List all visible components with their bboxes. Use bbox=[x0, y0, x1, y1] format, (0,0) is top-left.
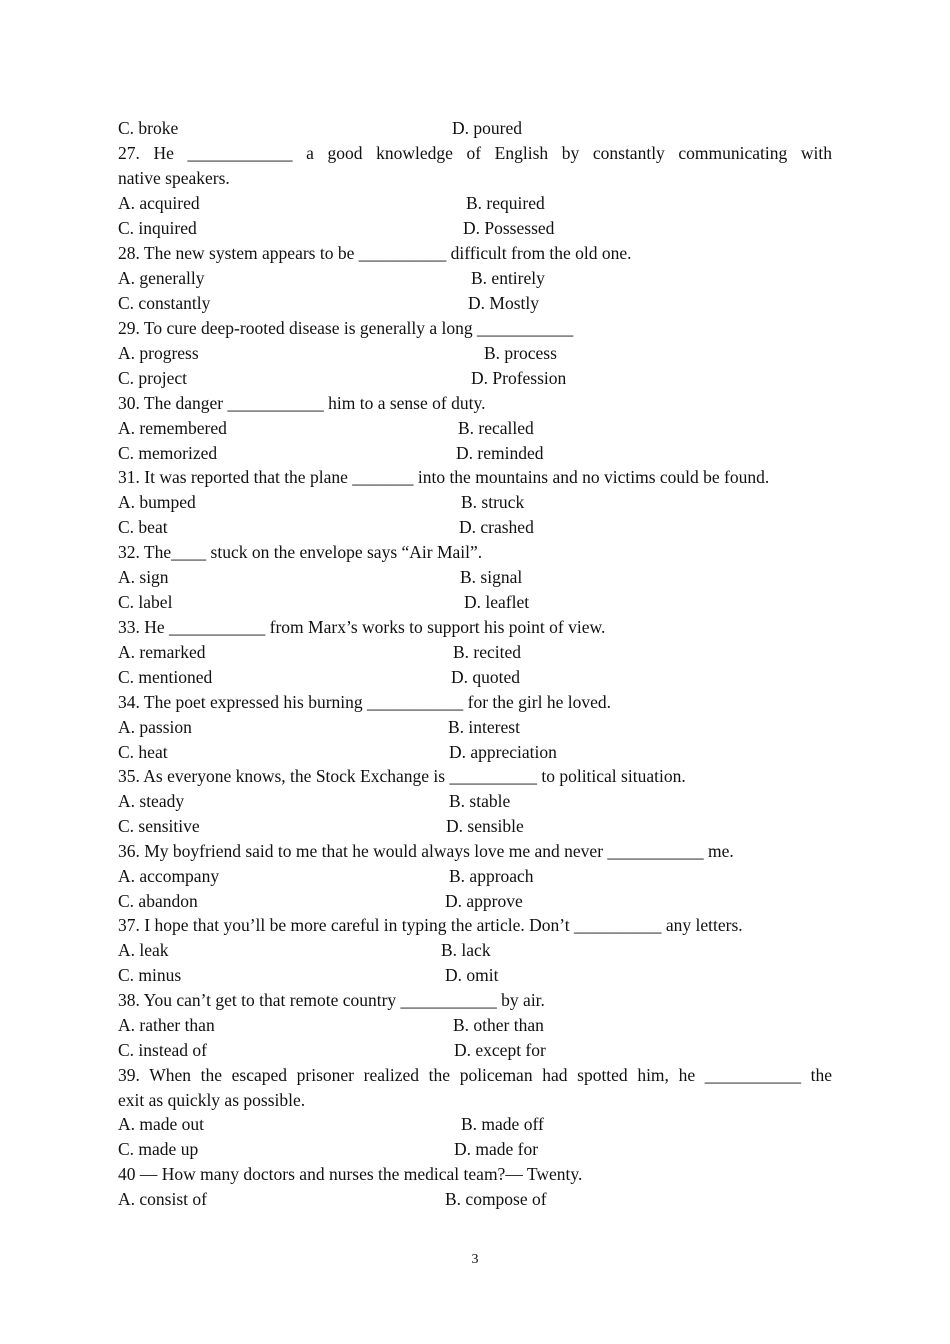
option-row bbox=[118, 216, 832, 241]
option-d: D. appreciation bbox=[449, 742, 557, 762]
question-40-stem: 40 — How many doctors and nurses the medical team?— Twenty. bbox=[118, 1164, 583, 1184]
option-b: B. stable bbox=[449, 791, 511, 811]
option-a: A. consist of bbox=[118, 1189, 207, 1209]
option-c: C. beat bbox=[118, 517, 168, 537]
question-29-stem: 29. To cure deep-rooted disease is generally a long ___________ bbox=[118, 318, 574, 338]
option-d: D. reminded bbox=[456, 443, 544, 463]
option-row bbox=[118, 191, 832, 216]
option-c: C. memorized bbox=[118, 443, 218, 463]
question-37-stem: 37. I hope that you’ll be more careful in typing the article. Don’t __________ any letters. bbox=[118, 915, 743, 935]
option-d: D. approve bbox=[445, 891, 523, 911]
question-27-stem: 27. He ____________ a good knowledge of English by constantly communicating with bbox=[118, 143, 832, 163]
option-b: B. interest bbox=[448, 717, 520, 737]
option-d: D. except for bbox=[454, 1040, 546, 1060]
option-c: C. broke bbox=[118, 118, 179, 138]
question-38-stem: 38. You can’t get to that remote country ___________ by air. bbox=[118, 990, 545, 1010]
option-d: D. made for bbox=[454, 1139, 539, 1159]
option-a: A. progress bbox=[118, 343, 199, 363]
option-row bbox=[118, 291, 832, 316]
option-a: A. made out bbox=[118, 1114, 205, 1134]
question-27-stem-cont: native speakers. bbox=[118, 168, 230, 188]
option-d: D. sensible bbox=[446, 816, 524, 836]
option-b: B. struck bbox=[461, 492, 525, 512]
option-a: A. generally bbox=[118, 268, 205, 288]
option-row bbox=[118, 814, 832, 839]
option-row bbox=[118, 963, 832, 988]
option-row bbox=[118, 416, 832, 441]
option-row bbox=[118, 490, 832, 515]
option-c: C. heat bbox=[118, 742, 168, 762]
option-b: B. process bbox=[484, 343, 557, 363]
option-b: B. signal bbox=[460, 567, 523, 587]
question-33-stem: 33. He ___________ from Marx’s works to support his point of view. bbox=[118, 617, 606, 637]
option-row bbox=[118, 938, 832, 963]
option-row bbox=[118, 266, 832, 291]
question-35-stem: 35. As everyone knows, the Stock Exchange is __________ to political situation. bbox=[118, 766, 686, 786]
option-row bbox=[118, 565, 832, 590]
option-b: B. lack bbox=[441, 940, 491, 960]
question-28-stem: 28. The new system appears to be __________ difficult from the old one. bbox=[118, 243, 632, 263]
option-row bbox=[118, 1137, 832, 1162]
option-a: A. remembered bbox=[118, 418, 227, 438]
option-c: C. minus bbox=[118, 965, 182, 985]
option-b: B. recalled bbox=[458, 418, 534, 438]
option-b: B. required bbox=[466, 193, 545, 213]
option-row bbox=[118, 789, 832, 814]
option-a: A. accompany bbox=[118, 866, 220, 886]
option-a: A. acquired bbox=[118, 193, 200, 213]
option-c: C. instead of bbox=[118, 1040, 207, 1060]
question-32-stem: 32. The____ stuck on the envelope says “Air Mail”. bbox=[118, 542, 483, 562]
option-row bbox=[118, 889, 832, 914]
option-row bbox=[118, 715, 832, 740]
option-row bbox=[118, 366, 832, 391]
option-d: D. Mostly bbox=[468, 293, 539, 313]
question-39-stem-cont: exit as quickly as possible. bbox=[118, 1090, 306, 1110]
option-a: A. bumped bbox=[118, 492, 196, 512]
option-d: D. poured bbox=[452, 118, 522, 138]
question-30-stem: 30. The danger ___________ him to a sense of duty. bbox=[118, 393, 486, 413]
option-d: D. Possessed bbox=[463, 218, 555, 238]
option-a: A. remarked bbox=[118, 642, 206, 662]
page-number: 3 bbox=[471, 1252, 479, 1267]
question-39-stem: 39. When the escaped prisoner realized the policeman had spotted him, he ___________ the bbox=[118, 1065, 832, 1085]
option-row bbox=[118, 864, 832, 889]
option-row bbox=[118, 116, 832, 141]
option-d: D. leaflet bbox=[464, 592, 530, 612]
option-b: B. made off bbox=[461, 1114, 544, 1134]
option-c: C. mentioned bbox=[118, 667, 213, 687]
option-a: A. rather than bbox=[118, 1015, 215, 1035]
question-31-stem: 31. It was reported that the plane _______ into the mountains and no victims could be found. bbox=[118, 467, 770, 487]
option-row bbox=[118, 1013, 832, 1038]
option-c: C. sensitive bbox=[118, 816, 200, 836]
option-row bbox=[118, 665, 832, 690]
option-b: B. other than bbox=[453, 1015, 544, 1035]
option-row bbox=[118, 515, 832, 540]
option-row bbox=[118, 1112, 832, 1137]
option-b: B. compose of bbox=[445, 1189, 547, 1209]
option-c: C. project bbox=[118, 368, 188, 388]
option-row bbox=[118, 341, 832, 366]
option-row bbox=[118, 590, 832, 615]
question-36-stem: 36. My boyfriend said to me that he would always love me and never ___________ me. bbox=[118, 841, 734, 861]
option-c: C. label bbox=[118, 592, 173, 612]
option-a: A. passion bbox=[118, 717, 192, 737]
option-d: D. Profession bbox=[471, 368, 567, 388]
option-row bbox=[118, 1038, 832, 1063]
option-d: D. omit bbox=[445, 965, 499, 985]
option-c: C. inquired bbox=[118, 218, 197, 238]
option-b: B. entirely bbox=[471, 268, 545, 288]
option-a: A. leak bbox=[118, 940, 169, 960]
option-row bbox=[118, 740, 832, 765]
option-row bbox=[118, 640, 832, 665]
option-c: C. constantly bbox=[118, 293, 211, 313]
option-a: A. steady bbox=[118, 791, 185, 811]
option-b: B. recited bbox=[453, 642, 522, 662]
option-row bbox=[118, 441, 832, 466]
option-a: A. sign bbox=[118, 567, 169, 587]
option-d: D. crashed bbox=[459, 517, 534, 537]
question-34-stem: 34. The poet expressed his burning ___________ for the girl he loved. bbox=[118, 692, 611, 712]
option-b: B. approach bbox=[449, 866, 534, 886]
option-c: C. made up bbox=[118, 1139, 199, 1159]
option-c: C. abandon bbox=[118, 891, 198, 911]
option-row bbox=[118, 1187, 832, 1212]
option-d: D. quoted bbox=[451, 667, 521, 687]
